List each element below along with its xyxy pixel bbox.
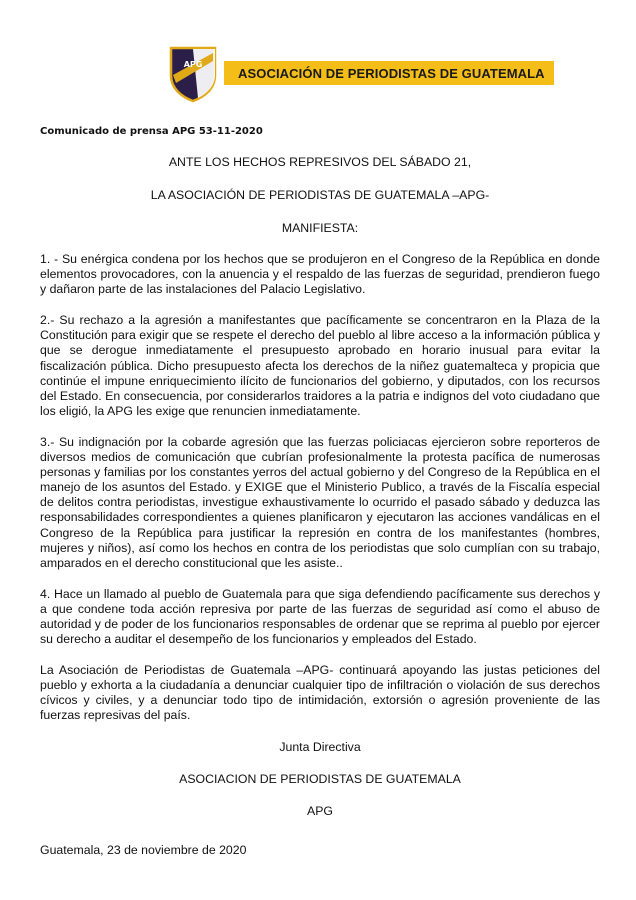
signature-acronym: APG: [307, 803, 333, 818]
date-line: Guatemala, 23 de noviembre de 2020: [40, 842, 247, 857]
press-release-subject: Comunicado de prensa APG 53-11-2020: [40, 126, 263, 137]
paragraph-1: 1. - Su enérgica condena por los hechos que se produjeron en el Congreso de la República en donde elementos provocadores, con la anuencia y el respaldo de las fuerzas de seguridad, prendieron fuego y dañaron parte de las instalaciones del Palacio Legislativo.: [40, 252, 600, 297]
org-name: ASOCIACIÓN DE PERIODISTAS DE GUATEMALA: [238, 66, 545, 81]
paragraph-3: 3.- Su indignación por la cobarde agresión que las fuerzas policiacas ejercieron sobre reporteros de diversos medios de comunicación que cubrían profesionalmente la protesta pacífica de numerosas personas y familias por los constantes yerros del actual gobierno y del Congreso de la República en el manejo de los asuntos del Estado. y EXIGE que el Ministerio Publico, a través de la Fiscalía especial de delitos contra periodistas, investigue exhaustivamente lo ocurrido el pasado sábado y deduzca las responsabilidades correspondientes a quienes planificaron y ejecutaron las acciones vandálicas en el Congreso de la República para justificar la represión en contra de los manifestantes (hombres, mujeres y niños), así como los hechos en contra de los periodistas que solo cumplían con su trabajo, amparados en el derecho constitucional que les asiste..: [40, 434, 600, 570]
apg-shield-logo: [168, 45, 218, 103]
heading-1: ANTE LOS HECHOS REPRESIVOS DEL SÁBADO 21,: [168, 155, 472, 169]
signature-board: Junta Directiva: [279, 739, 361, 754]
document-body: [40, 155, 600, 858]
paragraph-2: 2.- Su rechazo a la agresión a manifestantes que pacíficamente se concentraron en la Plaza de la Constitución para exigir que se respete el derecho del pueblo al libre acceso a la información pública y que se derogue inmediatamente el presupuesto aprobado en horario inusual para evitar la fiscalización pública. Dicho presupuesto afecta los derechos de la niñez guatemalteca y propicia que continúe el impune enriquecimiento ilícito de funcionarios del gobierno, y diputados, con los recursos del Estado. En consecuencia, por considerarlos traidores a la patria e indignos del voto ciudadano que los eligió, la APG les exige que renuncien inmediatamente.: [40, 313, 600, 418]
paragraph-closing: La Asociación de Periodistas de Guatemala –APG- continuará apoyando las justas peticiones del pueblo y exhorta a la ciudadanía a denunciar cualquier tipo de infiltración o violación de sus derechos cívicos y civiles, y a denunciar todo tipo de intimidación, extorsión o agresión proveniente de las fuerzas represivas del país.: [40, 663, 600, 723]
letterhead: [0, 0, 636, 110]
signature-organization: ASOCIACION DE PERIODISTAS DE GUATEMALA: [179, 771, 461, 786]
paragraph-4: 4. Hace un llamado al pueblo de Guatemala para que siga defendiendo pacíficamente sus derechos y a que condene toda acción represiva por parte de las fuerzas de seguridad así como el abuso de autoridad y de poder de los funcionarios responsables de ordenar que se reprima al pueblo por ejercer su derecho a auditar el desempeño de los funcionarios y empleados del Estado.: [40, 586, 600, 647]
heading-2: LA ASOCIACIÓN DE PERIODISTAS DE GUATEMALA –APG-: [150, 188, 490, 202]
heading-3: MANIFIESTA:: [281, 221, 359, 235]
logo-text: APG: [183, 60, 203, 69]
org-banner: [224, 61, 554, 85]
